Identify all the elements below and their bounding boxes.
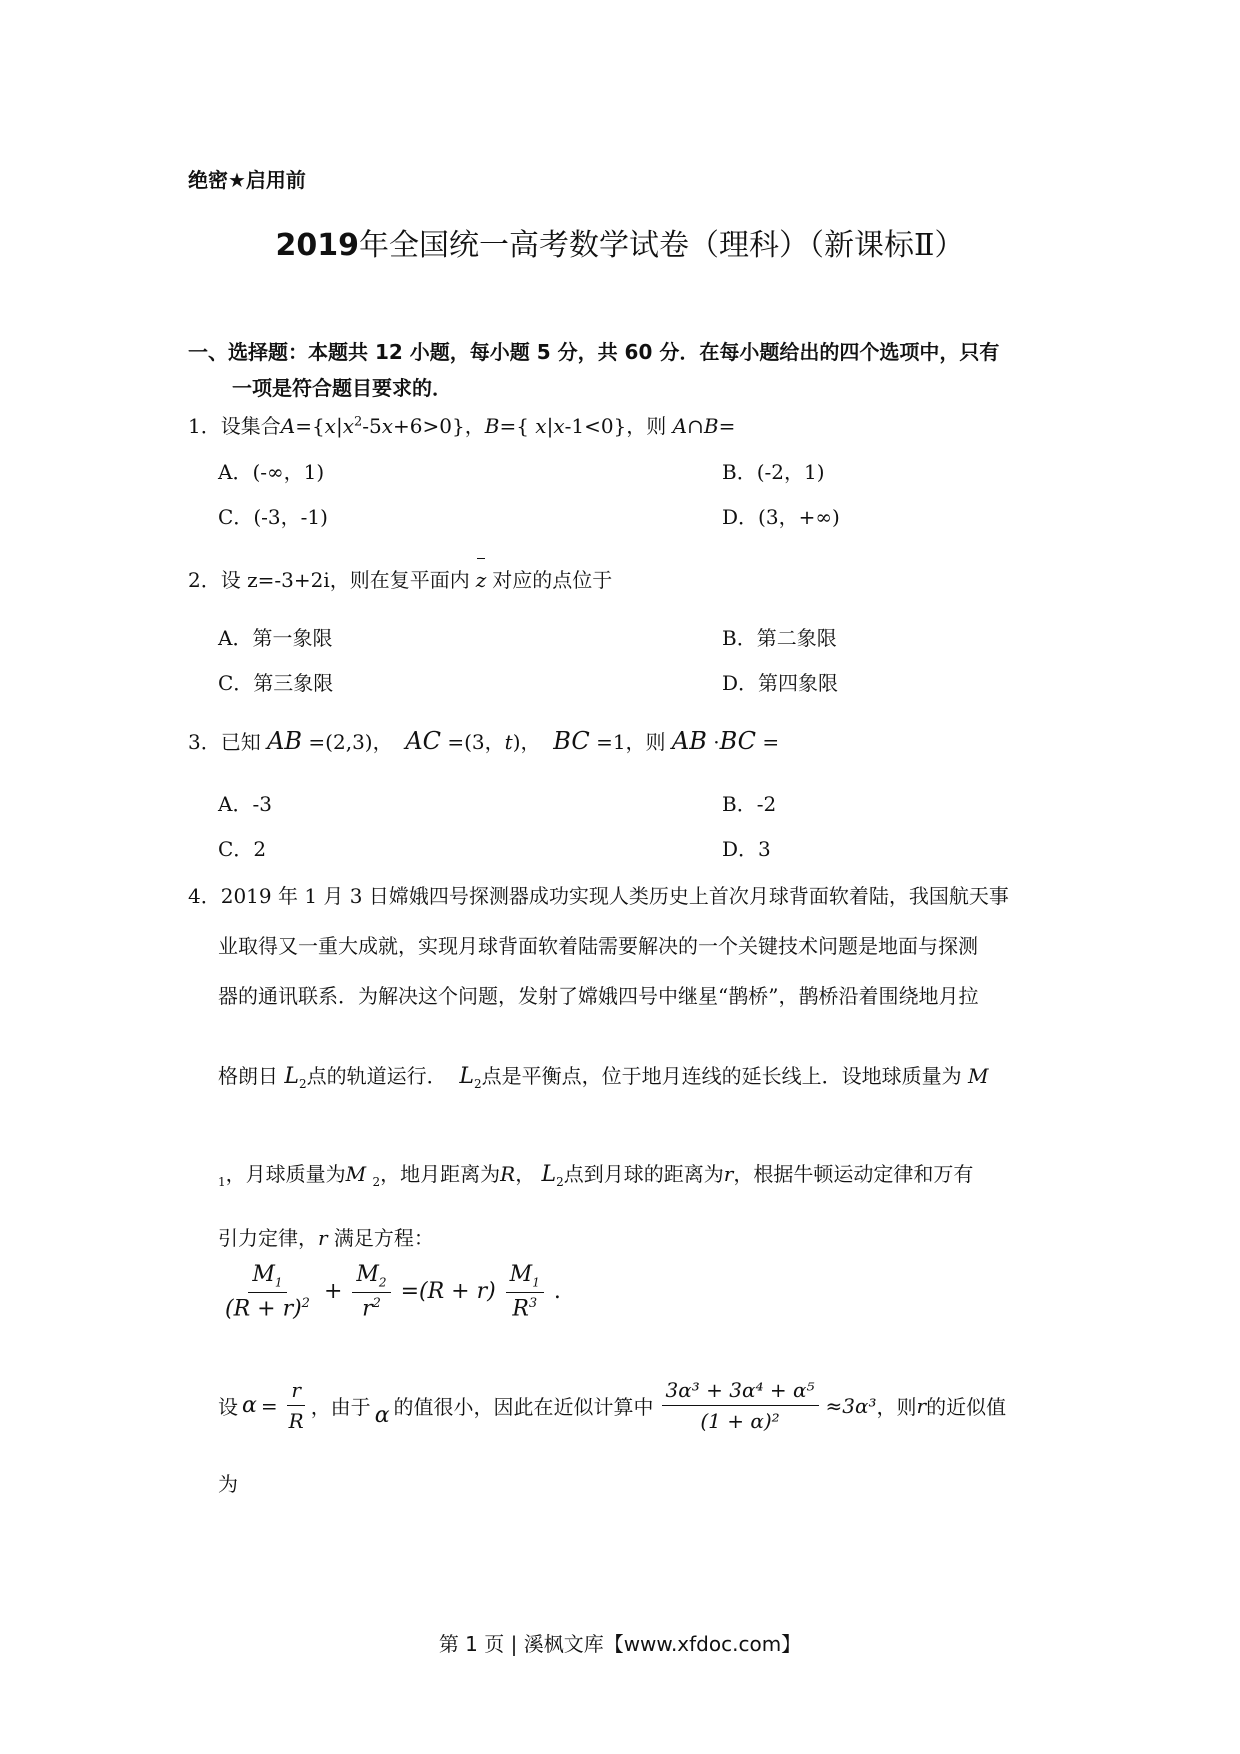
formula-operator: . [553,1278,561,1304]
title-year: 2019 [275,228,360,263]
q1-var: x [553,414,565,438]
question-2-stem [188,564,612,593]
q1-set-b: B [703,414,719,438]
q4-text: ，则 [876,1395,917,1419]
q3-text: = [762,730,780,754]
q4-var-r: r [916,1393,927,1418]
option-label: A． [218,460,253,484]
option-text: 第一象限 [252,626,333,650]
q1-number: 1．设集合 [188,414,281,438]
q1-var: x [535,414,547,438]
q4-subscript: 2 [556,1175,564,1189]
q4-text: 的值很小，因此在近似计算中 [393,1395,654,1419]
option-text: 第二象限 [756,626,837,650]
q4-text: 满足方程： [333,1226,434,1250]
page-footer: 第 1 页 | 溪枫文库【www.xfdoc.com】 [438,1632,802,1656]
section-heading-line1: 一、选择题：本题共 12 小题，每小题 5 分，共 60 分．在每小题给出的四个选项中，只有 [188,340,1000,364]
q1-var: x [324,414,336,438]
q1-option-b[interactable] [722,456,825,485]
formula-subscript: 2 [378,1275,387,1290]
option-label: A． [218,792,253,816]
q4-subscript: 2 [298,1077,307,1091]
question-3-stem [188,726,779,755]
option-text: -3 [252,792,272,816]
q1-intersection: ∩ [687,414,704,438]
option-label: D． [722,671,759,695]
formula-var: M [252,1262,275,1287]
q4-var-M: M [345,1162,367,1186]
q3-text: =(3， [447,730,505,754]
q4-subscript: 2 [372,1175,381,1189]
fraction [221,1262,314,1322]
option-text: (3，+∞) [758,505,840,529]
q1-set-b: B [484,414,500,438]
q1-option-a[interactable] [218,456,324,485]
option-label: C． [218,837,254,861]
q3-text: =(2,3)， [308,730,393,754]
q4-text: 点到月球的距离为 [563,1162,724,1186]
q1-var: x [342,414,354,438]
q2-text: 对应的点位于 [492,568,613,592]
q2-option-b[interactable] [722,622,837,651]
q2-text: 2．设 z=-3+2i，则在复平面内 [188,568,470,592]
option-label: B． [722,626,757,650]
q4-text: ，月球质量为 [225,1162,346,1186]
option-text: 第四象限 [758,671,839,695]
q1-text: -1<0}，则 [564,414,673,438]
q4-text: 设 [218,1395,238,1419]
option-label: A． [218,626,253,650]
q3-var-t: t [504,730,513,754]
q4-subscript: 1 [218,1175,226,1189]
q1-text: = [718,414,736,438]
q1-set-a: A [672,414,688,438]
q1-text: +6>0}， [393,414,485,438]
q3-text: )， [512,730,541,754]
q3-text: =1，则 [596,730,666,754]
option-label: B． [722,460,757,484]
formula-exponent: 2 [301,1296,310,1312]
q3-vector-ab: AB [671,727,707,755]
q3-dot: · [713,730,720,754]
title-text: 年全国统一高考数学试卷（理科）（新课标Ⅱ） [359,228,965,263]
option-label: D． [722,837,759,861]
q1-exponent: 2 [353,414,363,430]
formula-exponent: 2 [372,1296,381,1312]
page-title [0,220,1240,264]
q3-option-d[interactable] [722,833,771,862]
q4-text: 格朗日 [218,1064,278,1088]
q4-var-alpha: α [374,1403,390,1428]
q4-line-9: 为 [218,1472,238,1496]
q1-text: ={ [499,414,536,438]
confidential-label: 绝密★启用前 [188,168,306,192]
q1-option-d[interactable] [722,501,840,530]
formula-var: =(R + r) [400,1278,496,1304]
formula-exponent: 3 [528,1296,538,1312]
q4-var-M: M [967,1064,989,1088]
q4-text: ， [515,1162,536,1186]
q4-line-1: 4．2019 年 1 月 3 日嫦娥四号探测器成功实现人类历史上首次月球背面软着陆，我国航天事 [188,884,1009,908]
q4-line-5 [218,1158,973,1189]
formula-var: r [287,1378,305,1406]
q3-vector-bc: BC [719,727,757,755]
q1-set-a: A [280,414,296,438]
formula-subscript: 1 [274,1275,283,1290]
formula-var: r [362,1296,373,1322]
formula-var: (1 + α)² [700,1409,780,1433]
q4-subscript: 2 [473,1077,482,1091]
q4-line-8 [218,1378,1006,1433]
q3-vector-ab: AB [267,727,303,755]
q3-option-a[interactable] [218,788,272,817]
formula-var: 3α³ + 3α⁴ + α⁵ [662,1378,819,1406]
q2-conjugate-z: z [475,568,487,592]
option-text: (-3，-1) [253,505,328,529]
q2-option-d[interactable] [722,667,838,696]
q3-vector-ac: AC [405,727,442,755]
q4-text: 的近似值 [926,1395,1007,1419]
option-text: (-2，1) [756,460,825,484]
option-label: C． [218,505,254,529]
option-label: D． [722,505,759,529]
q4-line-3: 器的通讯联系．为解决这个问题，发射了嫦娥四号中继星“鹊桥”，鹊桥沿着围绕地月拉 [218,984,979,1008]
q4-var-L: L [459,1064,474,1089]
formula-var: M [509,1262,533,1287]
option-label: C． [218,671,254,695]
section-heading [188,334,1068,406]
q1-var: x [381,414,394,438]
q4-var-r: r [723,1162,734,1186]
q4-text: = [260,1393,278,1418]
q1-text: -5 [362,414,382,438]
q4-line-6 [218,1222,434,1251]
formula-var: R [512,1296,529,1322]
q1-text: ={ [295,414,325,438]
option-text: (-∞，1) [252,460,325,484]
q3-vector-bc: BC [553,727,590,755]
q1-text: | [335,414,343,438]
q4-var-alpha: α [242,1393,257,1418]
q3-text: 3．已知 [188,730,261,754]
fraction [506,1262,544,1322]
q4-text: 点是平衡点，位于地月连线的延长线上．设地球质量为 [481,1064,962,1088]
option-text: 3 [758,837,771,861]
q4-text: ，根据牛顿运动定律和万有 [733,1162,974,1186]
q4-line-2: 业取得又一重大成就，实现月球背面软着陆需要解决的一个关键技术问题是地面与探测 [218,934,978,958]
formula-var: R [288,1409,304,1433]
q4-equation [218,1262,561,1322]
option-text: 第三象限 [253,671,334,695]
q3-option-b[interactable] [722,788,776,817]
formula-var: M [356,1262,379,1287]
section-heading-line2: 一项是符合题目要求的． [232,376,452,400]
q4-text: ，地月距离为 [380,1162,501,1186]
option-text: 2 [253,837,267,861]
q4-var-L: L [284,1064,299,1089]
fraction [352,1262,390,1322]
q4-var-r: r [318,1226,328,1250]
q2-option-a[interactable] [218,622,332,651]
option-text: -2 [756,792,777,816]
q4-approx: ≈3α³ [825,1393,877,1418]
q1-option-c[interactable] [218,501,328,530]
q4-text: ，由于 [310,1395,371,1419]
q4-text: 点的轨道运行． [306,1064,447,1088]
q4-var-L: L [541,1162,557,1187]
fraction [662,1378,819,1433]
option-label: B． [722,792,757,816]
formula-var: (R + r) [225,1296,302,1322]
q4-line-4 [218,1060,988,1091]
q4-text: 引力定律， [218,1226,318,1250]
formula-subscript: 1 [532,1275,540,1290]
formula-operator: + [323,1278,343,1304]
q4-var-R: R [500,1162,516,1186]
q3-option-c[interactable] [218,833,266,862]
fraction [285,1378,308,1433]
q2-option-c[interactable] [218,667,333,696]
question-1-stem [188,410,735,439]
q1-text: | [546,414,554,438]
